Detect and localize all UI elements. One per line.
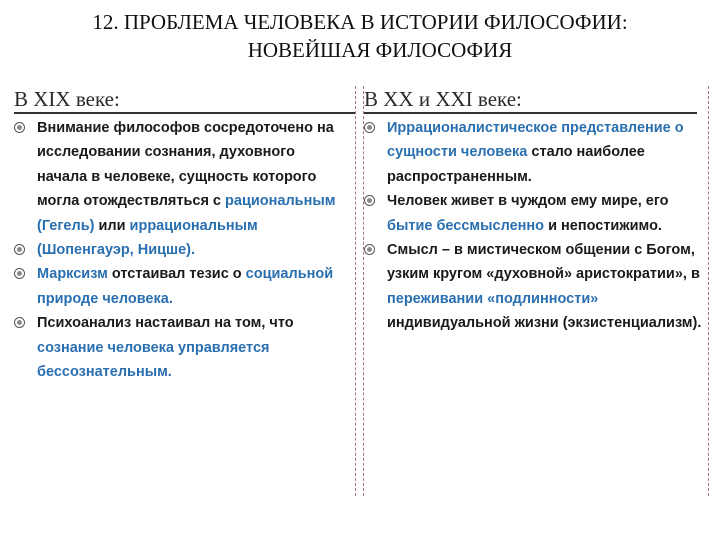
bullet-icon — [14, 122, 25, 133]
highlighted-text: (Гегель) — [37, 217, 95, 234]
highlighted-text: Иррационалистическое представление о сущности человека — [387, 120, 684, 161]
column-20th-21st-century — [363, 86, 712, 496]
bullet-text: отстаивал тезис о — [107, 266, 246, 283]
bullet-list-left — [14, 116, 344, 384]
bullet-icon — [364, 122, 375, 133]
bullet-icon — [364, 195, 375, 206]
column-heading-left: В XIX веке: — [14, 86, 355, 114]
slide-title — [0, 8, 720, 64]
bullet-text: стало наиболее распространенным. — [387, 144, 645, 185]
bullet-text: Человек живет в чуждом ему мире, его — [387, 193, 669, 210]
bullet-icon — [364, 244, 375, 255]
column-19th-century — [14, 86, 356, 496]
title-line-1: 12. ПРОБЛЕМА ЧЕЛОВЕКА В ИСТОРИИ ФИЛОСОФИИ: — [92, 10, 628, 34]
bullet-item — [14, 116, 344, 238]
bullet-item — [14, 311, 344, 384]
bullet-text: Смысл – в мистическом общении с Богом, узким кругом «духовной» аристократии», в — [387, 242, 700, 283]
highlighted-text: переживании «подлинности» — [387, 290, 599, 307]
bullet-icon — [14, 244, 25, 255]
bullet-list-right — [364, 116, 709, 336]
highlighted-text: рациональным — [225, 193, 336, 210]
bullet-text: Внимание философов сосредоточено на исследовании сознания, духовного начала в человеке, сущность которого могла отождествляться с — [37, 120, 334, 210]
bullet-item — [364, 238, 709, 336]
highlighted-text: иррациональным — [129, 217, 258, 234]
column-divider — [708, 86, 710, 496]
highlighted-text: Марксизм — [37, 266, 108, 283]
column-heading-right: В XX и XXI веке: — [364, 86, 697, 114]
bullet-text: Психоанализ настаивал на том, что — [37, 315, 294, 332]
bullet-icon — [14, 317, 25, 328]
bullet-text: и непостижимо. — [544, 217, 662, 234]
bullet-item — [14, 262, 344, 311]
highlighted-text: сознание человека управляется бессознательным. — [37, 339, 270, 381]
bullet-item — [14, 238, 344, 262]
highlighted-text: (Шопенгауэр, Ницше). — [37, 242, 196, 259]
bullet-icon — [14, 268, 25, 279]
title-line-2: НОВЕЙШАЯ ФИЛОСОФИЯ — [247, 38, 513, 62]
bullet-item — [364, 116, 709, 189]
bullet-text: или — [94, 217, 130, 234]
bullet-text: индивидуальной жизни (экзистенциализм). — [387, 315, 702, 332]
bullet-item — [364, 189, 709, 238]
highlighted-text: социальной природе человека. — [37, 266, 334, 307]
highlighted-text: бытие бессмысленно — [387, 217, 545, 234]
